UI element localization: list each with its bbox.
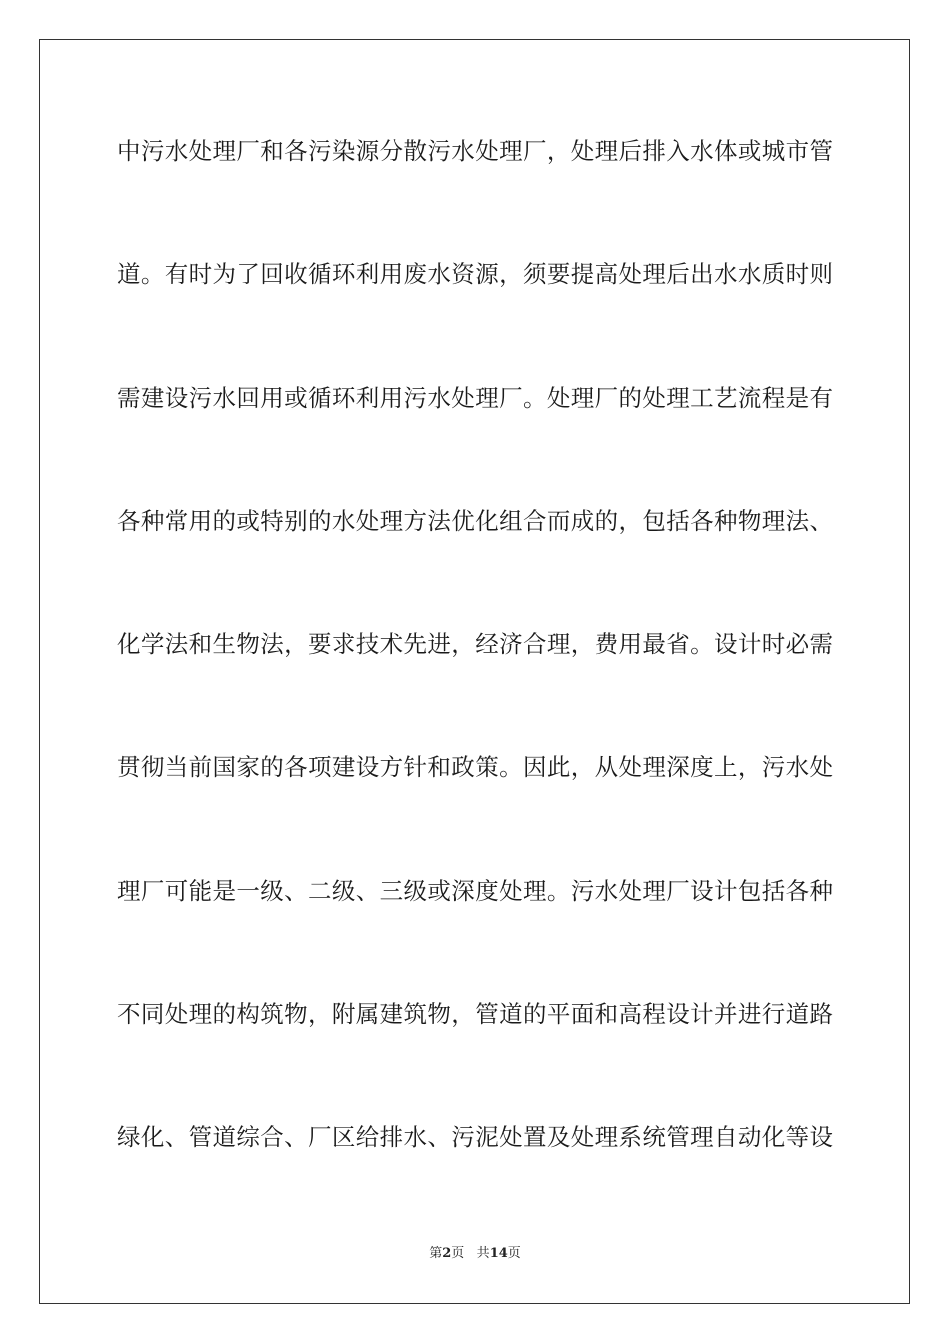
text-line: 贯彻当前国家的各项建设方针和政策。因此，从处理深度上，污水处 [117, 753, 833, 782]
total-prefix: 共 [476, 1246, 490, 1261]
text-line: 不同处理的构筑物，附属建筑物，管道的平面和高程设计并进行道路 [117, 1000, 833, 1029]
text-line: 理厂可能是一级、二级、三级或深度处理。污水处理厂设计包括各种 [117, 876, 833, 905]
body-text [117, 130, 833, 1240]
total-pages: 14 [489, 1246, 508, 1261]
text-line: 各种常用的或特别的水处理方法优化组合而成的，包括各种物理法、 [117, 506, 833, 535]
page-suffix: 页 [451, 1246, 465, 1261]
text-line: 中污水处理厂和各污染源分散污水处理厂，处理后排入水体或城市管 [117, 137, 833, 165]
page-prefix: 第 [429, 1246, 443, 1261]
text-line: 需建设污水回用或循环利用污水处理厂。处理厂的处理工艺流程是有 [117, 383, 833, 412]
text-line: 化学法和生物法，要求技术先进，经济合理，费用最省。设计时必需 [117, 630, 833, 659]
total-suffix: 页 [507, 1246, 521, 1261]
text-line: 绿化、管道综合、厂区给排水、污泥处置及处理系统管理自动化等设 [117, 1123, 833, 1152]
page-footer [0, 1245, 950, 1263]
page-number: 2 [442, 1246, 452, 1261]
text-line: 道。有时为了回收循环利用废水资源，须要提高处理后出水水质时则 [117, 260, 833, 289]
